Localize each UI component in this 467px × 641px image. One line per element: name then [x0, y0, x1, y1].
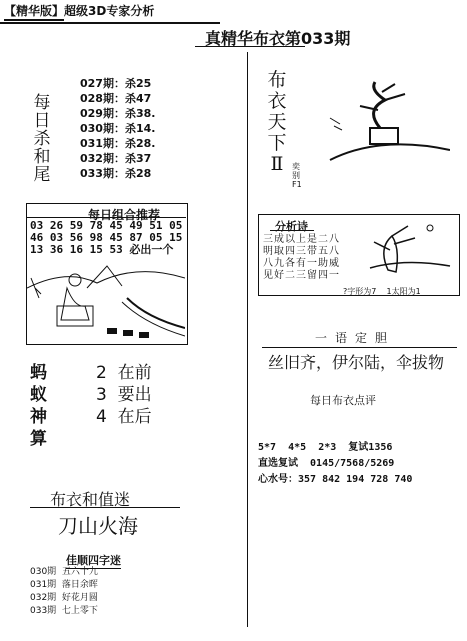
poem-title: 分析诗: [275, 220, 308, 233]
ant-char: 算: [30, 429, 47, 449]
yiyu-rule: [262, 347, 457, 348]
center-divider: [247, 52, 248, 627]
table-row: 46 03 56 98 45 87 05 15: [30, 231, 183, 244]
list-item: 030期 五六十九: [30, 567, 98, 577]
ant-char: 蚁: [30, 385, 47, 405]
buyi-rule: [30, 507, 180, 508]
tianxia-char: 衣: [267, 90, 287, 112]
ant-char: 神: [30, 407, 47, 427]
list-item: 八九各有一助威: [263, 258, 340, 269]
buyi-answer: 刀山火海: [58, 514, 138, 538]
ant-label: [30, 362, 47, 450]
daily-kill-char: 杀: [33, 129, 51, 149]
daily-kill-char: 尾: [33, 165, 51, 185]
list-item: 031期 落日余晖: [30, 580, 98, 590]
list-item: 直选复试 0145/7568/5269: [258, 458, 395, 469]
list-item: 三成以上是二八: [263, 234, 340, 245]
list-item: 5*7 4*5 2*3 复试1356: [258, 442, 393, 453]
list-item: 3 要出: [96, 385, 152, 405]
dianping-label: 每日布衣点评: [310, 394, 376, 407]
list-item: 心水号：357 842 194 728 740: [258, 474, 413, 485]
yiyu-answer: 丝旧齐，伊尔陆，伞拔物: [268, 353, 445, 372]
list-item: 032期：杀37: [80, 152, 152, 165]
buyi-heading: 布衣和值迷: [50, 490, 131, 509]
table-row: 13 36 16 15 53 必出一个: [30, 243, 174, 256]
list-item: 033期：杀28: [80, 167, 152, 180]
tianxia-char: 布: [267, 69, 287, 91]
tree-illustration: [310, 80, 450, 180]
recommend-numbers: [258, 440, 412, 488]
daily-kill-char: 日: [33, 111, 51, 131]
poem-title-rule: [270, 230, 314, 231]
page-title: 真精华布衣第033期: [205, 29, 351, 48]
list-item: 027期：杀25: [80, 77, 152, 90]
header-subtitle: 超级3D专家分析: [64, 4, 155, 18]
poem-caption: ?字形为7 1太阳为1: [343, 287, 421, 296]
list-item: 030期：杀14.: [80, 122, 156, 135]
list-item: 029期：杀38.: [80, 107, 156, 120]
list-item: 032期 好花月圆: [30, 593, 98, 603]
tianxia-label: [265, 70, 289, 175]
tianxia-char: 下: [267, 132, 287, 154]
list-item: 033期 七上零下: [30, 606, 98, 616]
ant-list: [96, 362, 152, 428]
header-rule: [0, 22, 220, 24]
daily-kill-char: 每: [33, 93, 51, 113]
tianxia-note: 奕 别 F1: [292, 162, 302, 189]
poem-lines: [263, 234, 340, 282]
combo-rows: [30, 220, 182, 256]
yiyu-heading: 一语定胆: [315, 331, 396, 345]
jiashun-title: 佳顺四字迷: [66, 554, 121, 567]
daily-kill-list: [80, 76, 155, 181]
list-item: 明取四三带五八: [263, 246, 340, 257]
table-row: 03 26 59 78 45 49 51 05: [30, 219, 183, 232]
daily-kill-label: [32, 94, 52, 184]
scholar-illustration: [27, 258, 185, 342]
jiashun-list: [30, 566, 98, 618]
tianxia-char: Ⅱ: [270, 153, 284, 175]
list-item: 4 在后: [96, 407, 152, 427]
header-tag: [4, 2, 154, 21]
header-brand: 【精华版】: [4, 2, 64, 21]
list-item: 031期：杀28.: [80, 137, 156, 150]
list-item: 见好二三留四一: [263, 270, 340, 281]
tianxia-char: 天: [267, 111, 287, 133]
plant-illustration: [360, 218, 452, 284]
list-item: 028期：杀47: [80, 92, 152, 105]
list-item: 2 在前: [96, 363, 152, 383]
ant-char: 蚂: [30, 363, 47, 383]
title-underline: [195, 46, 305, 47]
combo-title: 每日组合推荐: [88, 208, 161, 222]
daily-kill-char: 和: [33, 147, 51, 167]
